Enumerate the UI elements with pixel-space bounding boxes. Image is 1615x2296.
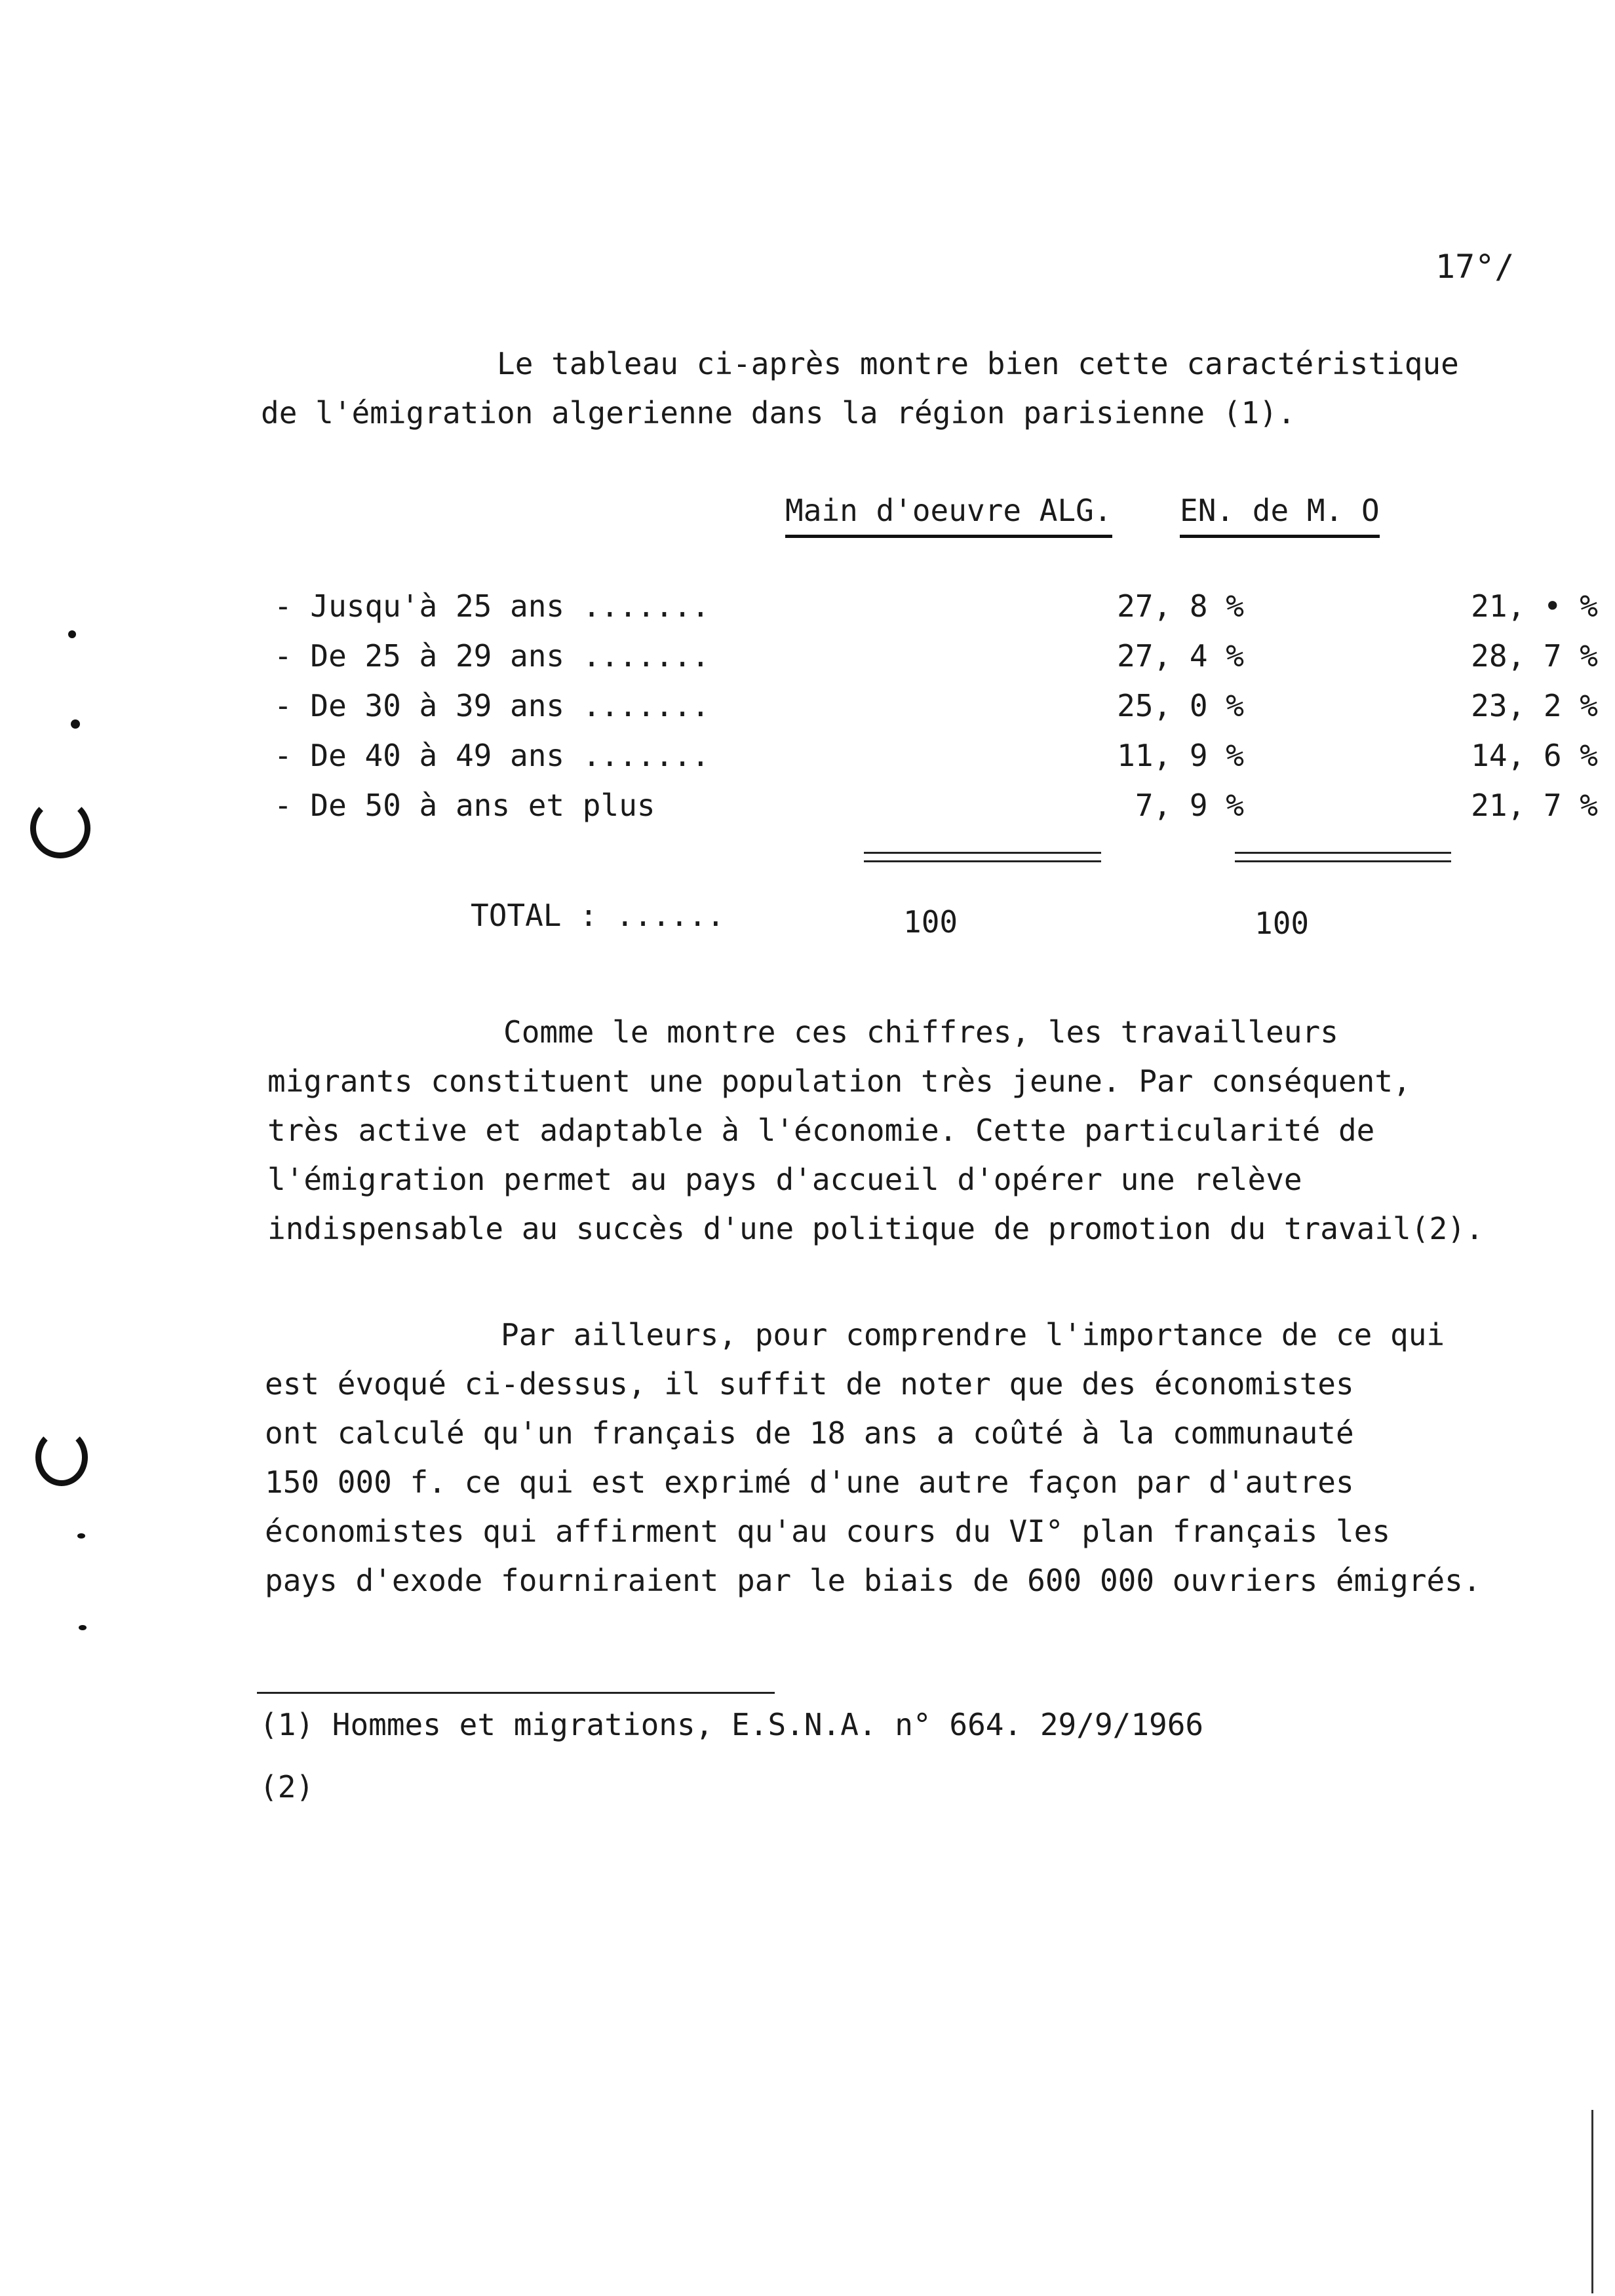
paragraph-line: Par ailleurs, pour comprendre l'importance de ce qui (501, 1317, 1445, 1352)
intro-line: de l'émigration algerienne dans la région parisienne (1). (261, 395, 1296, 430)
paragraph-line: l'émigration permet au pays d'accueil d'opérer une relève (267, 1162, 1302, 1197)
row-value-mo: 21, 7 % (1471, 788, 1598, 823)
intro-paragraph (261, 339, 1565, 438)
margin-dot (68, 630, 76, 638)
paragraph-line: indispensable au succès d'une politique de promotion du travail(2). (267, 1211, 1484, 1246)
margin-punch-hole (35, 1428, 88, 1486)
paragraph-line: migrants constituent une population très jeune. Par conséquent, (267, 1063, 1411, 1099)
margin-dot (71, 719, 80, 729)
row-label: - De 40 à 49 ans ....... (274, 738, 710, 773)
column-header-mo: EN. de M. O (1180, 493, 1380, 538)
margin-dot (77, 1533, 85, 1539)
intro-line: Le tableau ci-après montre bien cette caractéristique (497, 346, 1459, 381)
row-value-alg: 27, 4 % (1117, 638, 1244, 674)
body-paragraph (267, 1008, 1572, 1253)
row-value-alg: 7, 9 % (1135, 788, 1244, 823)
page-number: 17°/ (1435, 248, 1515, 286)
column-header-alg: Main d'oeuvre ALG. (785, 493, 1112, 538)
total-double-rule (1235, 852, 1451, 862)
table-row (274, 738, 1598, 784)
total-value-mo: 100 (1255, 906, 1310, 941)
paragraph-line: Comme le montre ces chiffres, les travailleurs (503, 1014, 1338, 1050)
row-label: - De 50 à ans et plus (274, 788, 655, 823)
table-row (274, 588, 1598, 634)
row-label: - Jusqu'à 25 ans ....... (274, 588, 710, 624)
paragraph-line: 150 000 f. ce qui est exprimé d'une autre façon par d'autres (265, 1464, 1354, 1500)
paragraph-line: est évoqué ci-dessus, il suffit de noter que des économistes (265, 1366, 1354, 1402)
row-value-mo: 28, 7 % (1471, 638, 1598, 674)
total-label: TOTAL : ...... (471, 898, 725, 933)
footnote-separator (257, 1692, 775, 1694)
paragraph-line: ont calculé qu'un français de 18 ans a coûté à la communauté (265, 1415, 1354, 1451)
margin-dot (79, 1625, 87, 1630)
row-value-alg: 25, 0 % (1117, 688, 1244, 723)
footnote: (1) Hommes et migrations, E.S.N.A. n° 664. 29/9/1966 (260, 1707, 1204, 1742)
paragraph-line: pays d'exode fourniraient par le biais de 600 000 ouvriers émigrés. (265, 1563, 1481, 1598)
table-row (274, 688, 1598, 734)
body-paragraph (265, 1311, 1569, 1605)
row-value-alg: 27, 8 % (1117, 588, 1244, 624)
paragraph-line: très active et adaptable à l'économie. Cette particularité de (267, 1113, 1375, 1148)
row-value-mo: 14, 6 % (1471, 738, 1598, 773)
table-row (274, 638, 1598, 684)
margin-punch-hole (30, 798, 90, 858)
table-row (274, 788, 1598, 833)
footnote: (2) (260, 1769, 315, 1805)
row-value-alg: 11, 9 % (1117, 738, 1244, 773)
row-label: - De 25 à 29 ans ....... (274, 638, 710, 674)
row-value-mo: 21, • % (1471, 588, 1598, 624)
paragraph-line: économistes qui affirment qu'au cours du VI° plan français les (265, 1514, 1391, 1549)
scan-edge-line (1591, 2110, 1593, 2293)
total-value-alg: 100 (903, 904, 958, 940)
row-label: - De 30 à 39 ans ....... (274, 688, 710, 723)
total-double-rule (864, 852, 1101, 862)
row-value-mo: 23, 2 % (1471, 688, 1598, 723)
